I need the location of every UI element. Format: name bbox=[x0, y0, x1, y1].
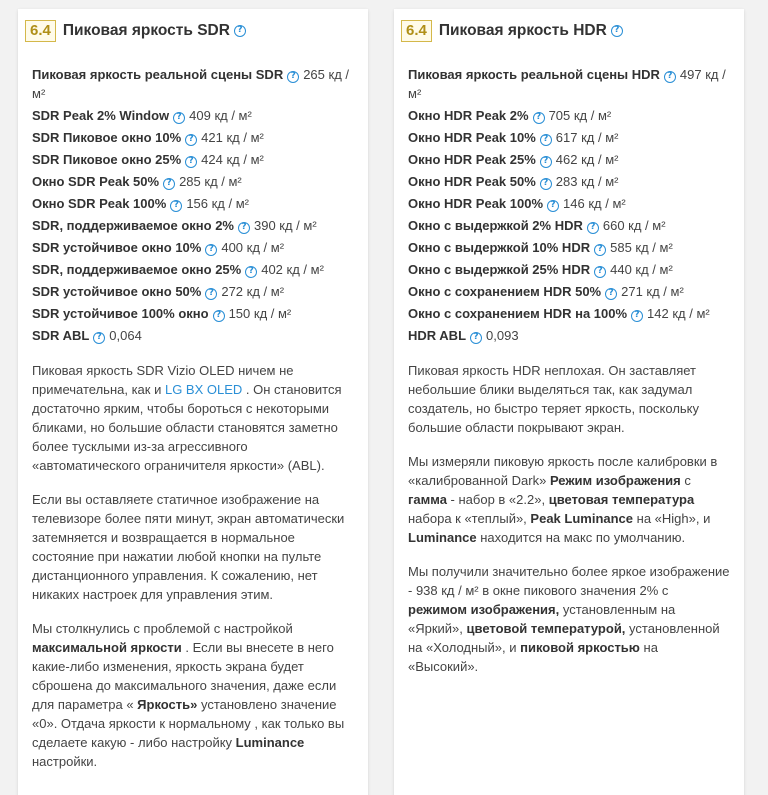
help-icon[interactable]: ? bbox=[213, 310, 225, 322]
help-icon[interactable]: ? bbox=[594, 266, 606, 278]
help-icon[interactable]: ? bbox=[234, 25, 246, 37]
metric-row bbox=[32, 194, 354, 213]
metric-row bbox=[408, 128, 730, 147]
help-icon[interactable]: ? bbox=[205, 288, 217, 300]
metric-value: 271 кд / м² bbox=[621, 284, 684, 299]
metric-label: Окно HDR Peak 25% bbox=[408, 152, 536, 167]
metric-row bbox=[32, 106, 354, 125]
metric-value: 440 кд / м² bbox=[610, 262, 673, 277]
metric-value: 156 кд / м² bbox=[186, 196, 249, 211]
hdr-peak-brightness-card bbox=[394, 9, 744, 795]
score-badge: 6.4 bbox=[401, 20, 432, 42]
metric-label: SDR устойчивое окно 50% bbox=[32, 284, 202, 299]
metrics-list bbox=[394, 45, 744, 345]
metric-value: 285 кд / м² bbox=[179, 174, 242, 189]
metrics-list bbox=[18, 45, 368, 345]
metric-row bbox=[408, 326, 730, 345]
metric-row bbox=[32, 65, 354, 103]
metric-row bbox=[408, 172, 730, 191]
help-icon[interactable]: ? bbox=[170, 200, 182, 212]
metric-value: 424 кд / м² bbox=[201, 152, 264, 167]
score-badge: 6.4 bbox=[25, 20, 56, 42]
metric-label: Окно с выдержкой 2% HDR bbox=[408, 218, 583, 233]
help-icon[interactable]: ? bbox=[664, 71, 676, 83]
metric-label: SDR, поддерживаемое окно 2% bbox=[32, 218, 234, 233]
metric-row bbox=[32, 128, 354, 147]
metric-row bbox=[32, 150, 354, 169]
paragraph: Пиковая яркость SDR Vizio OLED ничем не примечательна, как и LG BX OLED . Он становится достаточно ярким, чтобы бороться с некоторыми бликами, но большие области становятся заметно более тусклыми из-за агрессивного «автоматического ограничителя яркости» (ABL). bbox=[32, 363, 342, 473]
help-icon[interactable]: ? bbox=[185, 134, 197, 146]
help-icon[interactable]: ? bbox=[205, 244, 217, 256]
metric-value: 400 кд / м² bbox=[221, 240, 285, 255]
help-icon[interactable]: ? bbox=[587, 222, 599, 234]
metric-row bbox=[408, 238, 730, 257]
metric-value: 462 кд / м² bbox=[555, 152, 619, 167]
metric-value: 660 кд / м² bbox=[602, 218, 666, 233]
metric-value: 497 кд / м² bbox=[408, 67, 726, 101]
help-icon[interactable]: ? bbox=[185, 156, 197, 168]
metric-label: SDR, поддерживаемое окно 25% bbox=[32, 262, 242, 277]
section-title: Пиковая яркость HDR bbox=[438, 22, 607, 39]
metric-value: 272 кд / м² bbox=[221, 284, 285, 299]
help-icon[interactable]: ? bbox=[245, 266, 257, 278]
metric-label: Окно SDR Peak 100% bbox=[32, 196, 167, 211]
help-icon[interactable]: ? bbox=[605, 288, 617, 300]
description bbox=[18, 348, 368, 771]
metric-label: SDR Пиковое окно 10% bbox=[32, 130, 182, 145]
help-icon[interactable]: ? bbox=[594, 244, 606, 256]
metric-value: 142 кд / м² bbox=[647, 306, 710, 321]
metric-label: Окно HDR Peak 100% bbox=[408, 196, 544, 211]
card-header bbox=[18, 9, 368, 45]
metric-row bbox=[408, 216, 730, 235]
help-icon[interactable]: ? bbox=[470, 332, 482, 344]
metric-row bbox=[408, 150, 730, 169]
metric-value: 617 кд / м² bbox=[555, 130, 619, 145]
sdr-peak-brightness-card bbox=[18, 9, 368, 795]
metric-row bbox=[408, 106, 730, 125]
metric-value: 265 кд / м² bbox=[32, 67, 350, 101]
metric-label: Окно HDR Peak 50% bbox=[408, 174, 536, 189]
metric-label: HDR ABL bbox=[408, 328, 467, 343]
metric-label: SDR ABL bbox=[32, 328, 90, 343]
metric-row bbox=[408, 282, 730, 301]
paragraph: Мы получили значительно более яркое изображение - 938 кд / м² в окне пикового значения 2% с режимом изображения, установленным на «Яркий», цветовой температурой, установленной на «Холодный», и пиковой яркостью на «Высокий». bbox=[408, 564, 730, 674]
metric-label: Окно HDR Peak 10% bbox=[408, 130, 536, 145]
metric-label: SDR устойчивое окно 10% bbox=[32, 240, 202, 255]
metric-label: Окно с сохранением HDR на 100% bbox=[408, 306, 628, 321]
metric-label: Окно с сохранением HDR 50% bbox=[408, 284, 602, 299]
metric-label: Пиковая яркость реальной сцены HDR bbox=[408, 67, 660, 82]
metric-label: SDR Пиковое окно 25% bbox=[32, 152, 182, 167]
metric-value: 390 кд / м² bbox=[253, 218, 317, 233]
metric-value: 0,093 bbox=[486, 328, 519, 343]
metric-label: SDR Peak 2% Window bbox=[32, 108, 170, 123]
metric-row bbox=[32, 304, 354, 323]
metric-value: 421 кд / м² bbox=[201, 130, 264, 145]
metric-label: SDR устойчивое 100% окно bbox=[32, 306, 209, 321]
help-icon[interactable]: ? bbox=[540, 178, 552, 190]
help-icon[interactable]: ? bbox=[238, 222, 250, 234]
metric-value: 146 кд / м² bbox=[563, 196, 626, 211]
help-icon[interactable]: ? bbox=[533, 112, 545, 124]
help-icon[interactable]: ? bbox=[540, 134, 552, 146]
help-icon[interactable]: ? bbox=[547, 200, 559, 212]
metric-row bbox=[408, 194, 730, 213]
metric-row bbox=[32, 216, 354, 235]
section-title: Пиковая яркость SDR bbox=[62, 22, 230, 39]
help-icon[interactable]: ? bbox=[287, 71, 299, 83]
help-icon[interactable]: ? bbox=[611, 25, 623, 37]
metric-row bbox=[32, 238, 354, 257]
help-icon[interactable]: ? bbox=[163, 178, 175, 190]
metric-row bbox=[408, 65, 730, 103]
paragraph: Мы измеряли пиковую яркость после калибровки в «калиброванной Dark» Режим изображения с гамма - набор в «2.2», цветовая температура набора к «теплый», Peak Luminance на «High», и Luminance находится на макс по умолчанию. bbox=[408, 454, 718, 545]
metric-row bbox=[32, 260, 354, 279]
help-icon[interactable]: ? bbox=[540, 156, 552, 168]
help-icon[interactable]: ? bbox=[173, 112, 185, 124]
lg-bx-oled-link[interactable]: LG BX OLED bbox=[164, 382, 243, 397]
help-icon[interactable]: ? bbox=[93, 332, 105, 344]
metric-label: Окно с выдержкой 25% HDR bbox=[408, 262, 591, 277]
metric-row bbox=[32, 326, 354, 345]
metric-label: Окно HDR Peak 2% bbox=[408, 108, 529, 123]
card-header bbox=[394, 9, 744, 45]
metric-value: 0,064 bbox=[109, 328, 142, 343]
metric-value: 409 кд / м² bbox=[189, 108, 252, 123]
metric-label: Окно с выдержкой 10% HDR bbox=[408, 240, 591, 255]
metric-value: 705 кд / м² bbox=[548, 108, 612, 123]
paragraph: Мы столкнулись с проблемой с настройкой максимальной яркости . Если вы внесете в него какие-либо изменения, яркость экрана будет сброшена до максимального значения, даже если для параметра « Яркость» установлено значение «0». Отдача яркости к нормальному , как только вы сделаете какую - либо настройку Luminance настройки. bbox=[32, 621, 345, 769]
description bbox=[394, 348, 744, 676]
metric-label: Пиковая яркость реальной сцены SDR bbox=[32, 67, 284, 82]
metric-value: 585 кд / м² bbox=[610, 240, 673, 255]
metric-row bbox=[408, 260, 730, 279]
metric-row bbox=[408, 304, 730, 323]
paragraph: Если вы оставляете статичное изображение на телевизоре более пяти минут, экран автоматически затемняется и возвращается в нормальное состояние при нажатии любой кнопки на пульте дистанционного управления. К сожалению, нет никаких настроек для управления этим. bbox=[32, 492, 345, 602]
paragraph: Пиковая яркость HDR неплохая. Он заставляет небольшие блики выделяться так, как задумал создатель, но быстро теряет яркость, поскольку большие области покрывают экран. bbox=[408, 363, 700, 435]
help-icon[interactable]: ? bbox=[631, 310, 643, 322]
metric-row bbox=[32, 282, 354, 301]
metric-value: 283 кд / м² bbox=[555, 174, 619, 189]
metric-row bbox=[32, 172, 354, 191]
metric-label: Окно SDR Peak 50% bbox=[32, 174, 160, 189]
metric-value: 402 кд / м² bbox=[261, 262, 324, 277]
metric-value: 150 кд / м² bbox=[228, 306, 292, 321]
